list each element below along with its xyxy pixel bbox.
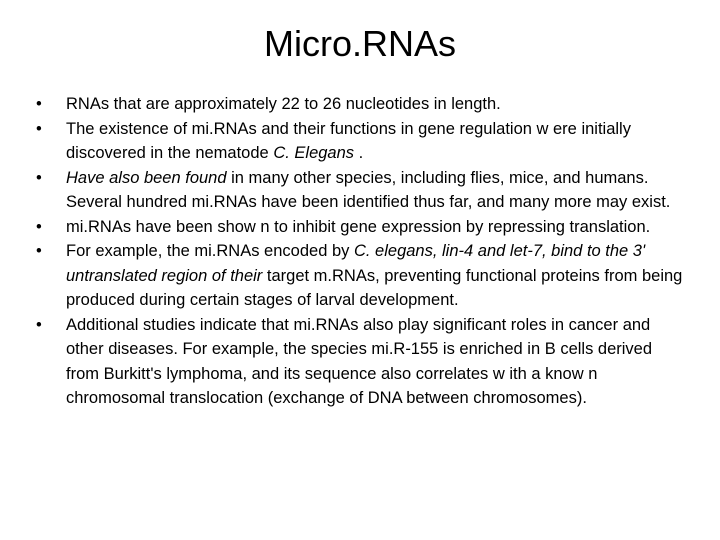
bullet-item xyxy=(36,92,684,117)
bullet-item xyxy=(36,166,684,215)
bullet-text: RNAs that are approximately 22 to 26 nucleotides in length. xyxy=(66,95,501,113)
bullet-dot-icon: • xyxy=(36,242,42,260)
bullet-item xyxy=(36,313,684,411)
bullet-text: target m.RNAs, preventing functional proteins from being produced during certain stages of larval development. xyxy=(66,266,683,309)
bullet-text: C. Elegans xyxy=(273,144,355,162)
bullet-text: For example, the mi.RNAs encoded by xyxy=(66,242,354,260)
bullet-text: . xyxy=(354,144,364,162)
bullet-dot-icon: • xyxy=(36,95,42,113)
bullet-dot-icon: • xyxy=(36,217,42,236)
bullet-text: mi.RNAs have been show n to inhibit gene expression by repressing translation. xyxy=(66,217,651,236)
bullet-dot-icon: • xyxy=(36,315,42,334)
bullet-list xyxy=(36,92,684,411)
bullet-item xyxy=(36,239,684,313)
bullet-text: The existence of mi.RNAs and their functions in gene regulation w ere initially discovered in the nematode xyxy=(66,119,631,162)
bullet-text: in many other species, including flies, mice, and humans. Several hundred mi.RNAs have been identified thus far, and many more may exist. xyxy=(66,168,671,211)
bullet-text: C. elegans, lin-4 and let-7, bind to the 3' untranslated region of their xyxy=(66,242,646,285)
bullet-dot-icon: • xyxy=(36,119,42,138)
slide-title: Micro.RNAs xyxy=(263,23,456,64)
bullet-text: Additional studies indicate that mi.RNAs also play significant roles in cancer and other diseases. For example, the species mi.R-155 is enriched in B cells derived from Burkitt's lymphoma, and its sequence also correlates w ith a know n chromosomal translocation (exchange of DNA between chromosomes). xyxy=(66,315,653,407)
bullet-item xyxy=(36,117,684,166)
bullet-text: Have also been found xyxy=(66,168,227,187)
bullet-item xyxy=(36,215,684,240)
bullet-dot-icon: • xyxy=(36,168,42,187)
